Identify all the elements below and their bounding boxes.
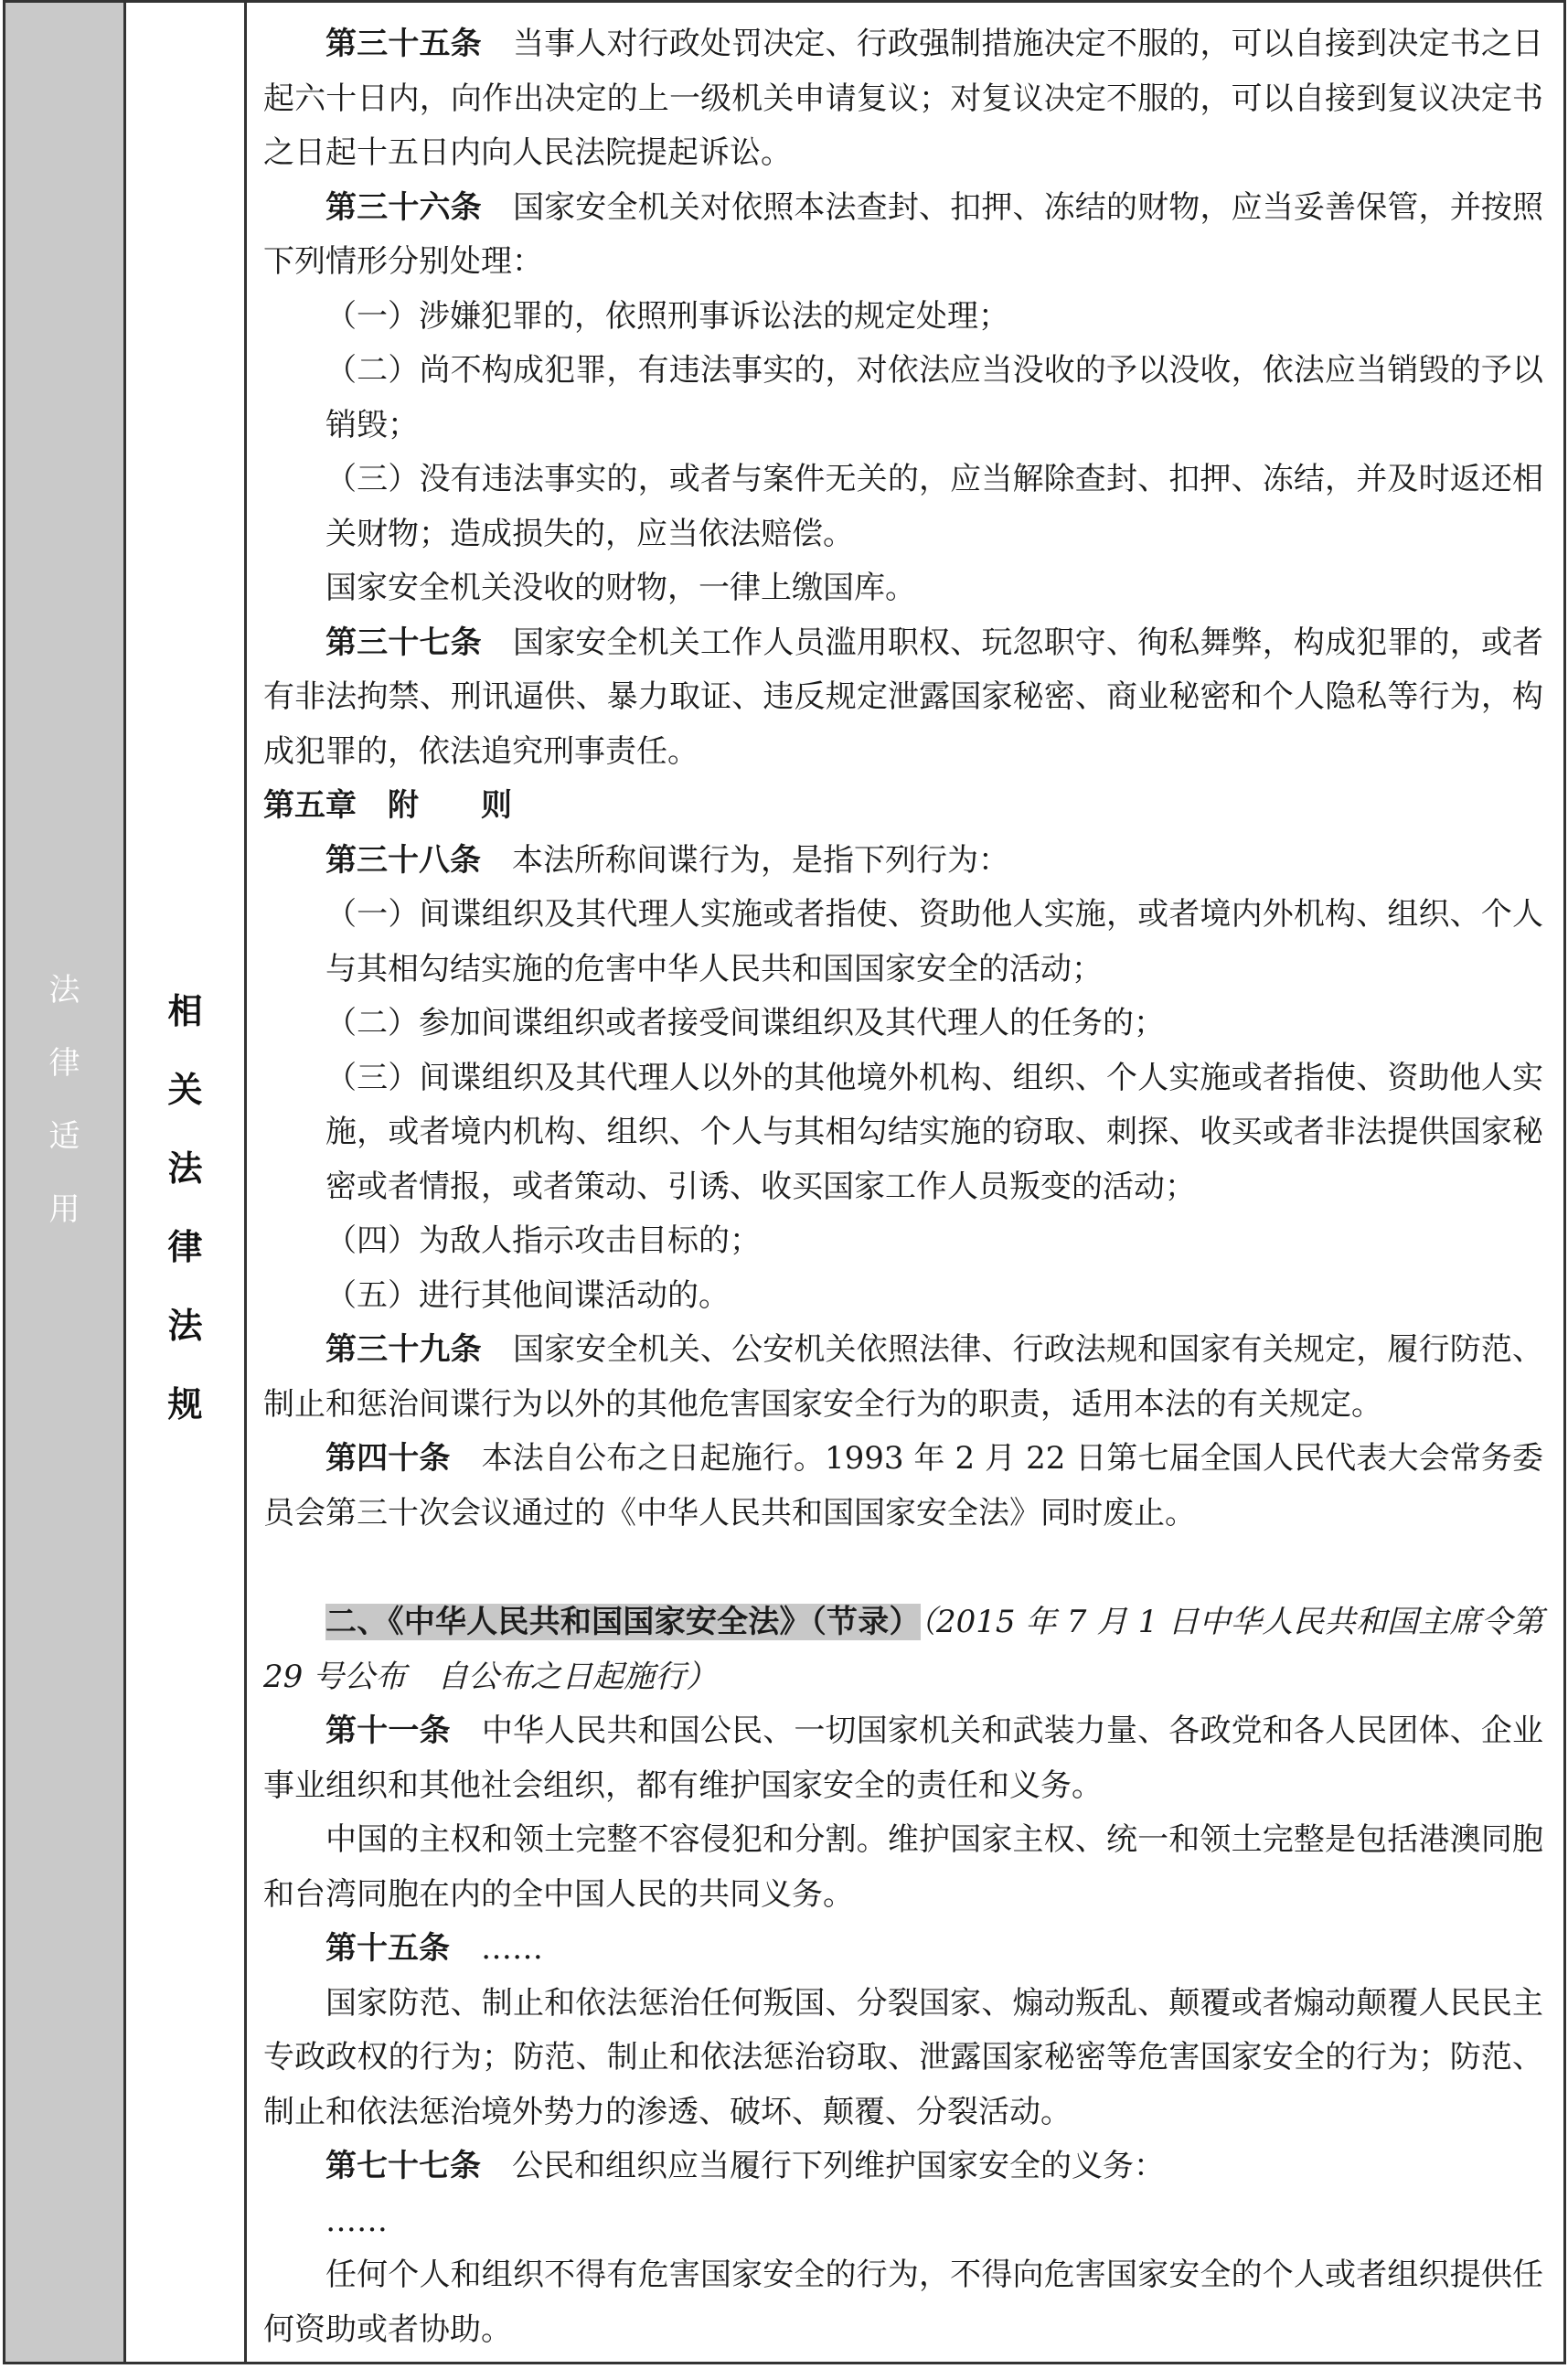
category-char: 适: [48, 1118, 80, 1155]
subcategory-char: 法: [167, 1148, 203, 1189]
article-text: 本法自公布之日起施行。1993 年 2 月 22 日第七届全国人民代表大会常务委员会第三十次会议通过的《中华人民共和国国家安全法》同时废止。: [263, 1440, 1544, 1531]
list-item: （二）尚不构成犯罪，有违法事实的，对依法应当没收的予以没收，依法应当销毁的予以销毁；: [325, 352, 1543, 443]
article-text: 公民和组织应当履行下列维护国家安全的义务：: [512, 2148, 1165, 2184]
article-text: 中华人民共和国公民、一切国家机关和武装力量、各政党和各人民团体、企业事业组织和其他社会组织，都有维护国家安全的责任和义务。: [263, 1713, 1544, 1804]
subcategory-char: 律: [167, 1227, 203, 1267]
section-heading: [263, 1595, 1543, 1704]
list-item: （三）间谍组织及其代理人以外的其他境外机构、组织、个人实施或者指使、资助他人实施，或者境内机构、组织、个人与其相勾结实施的窃取、刺探、收买或者非法提供国家秘密或者情报，或者策动、引诱、收买国家工作人员叛变的活动；: [325, 1059, 1543, 1205]
section-note: （2015 年 7 月 1 日中华人民共和国主席令第 29 号公布 自公布之日起施行）: [263, 1604, 1543, 1695]
article-paragraph: [263, 1323, 1543, 1432]
article-number: 第三十八条: [325, 841, 481, 879]
article-number: 第三十六条: [325, 188, 482, 226]
article-paragraph: [263, 181, 1543, 290]
subcategory-char: 相: [167, 991, 203, 1031]
article-text: 本法所称间谍行为，是指下列行为：: [512, 841, 1009, 879]
article-number: 第十一条: [325, 1713, 451, 1749]
category-label: [5, 954, 123, 1246]
law-text: [263, 17, 1543, 2357]
article-number: 第三十七条: [325, 624, 482, 661]
list-item: （二）参加间谍组织或者接受间谍组织及其代理人的任务的；: [325, 1005, 1165, 1041]
article-text: ……: [481, 1930, 543, 1967]
article-number: 第三十五条: [325, 26, 482, 62]
category-char: 法: [48, 972, 80, 1008]
content-column: [247, 0, 1566, 2364]
subcategory-char: 关: [167, 1070, 203, 1110]
article-paragraph: [263, 2140, 1543, 2194]
article-paragraph: [263, 834, 1543, 889]
article-paragraph: [263, 17, 1543, 181]
article-paragraph: [263, 616, 1543, 780]
article-text: 国家安全机关工作人员滥用职权、玩忽职守、徇私舞弊，构成犯罪的，或者有非法拘禁、刑讯逼供、暴力取证、违反规定泄露国家秘密、商业秘密和个人隐私等行为，构成犯罪的，依法追究刑事责任。: [263, 624, 1544, 770]
subcategory-char: 规: [167, 1384, 203, 1425]
article-paragraph: [263, 1922, 1543, 1977]
list-item: （四）为敌人指示攻击目标的；: [325, 1222, 761, 1259]
chapter-heading: 第五章 附 则: [263, 787, 512, 824]
article-number: 第十五条: [325, 1930, 450, 1967]
list-item: （五）进行其他间谍活动的。: [325, 1276, 730, 1314]
article-number: 第三十九条: [325, 1331, 482, 1368]
article-text: 当事人对行政处罚决定、行政强制措施决定不服的，可以自接到决定书之日起六十日内，向作出决定的上一级机关申请复议；对复议决定不服的，可以自接到复议决定书之日起十五日内向人民法院提起诉讼。: [263, 26, 1544, 171]
category-column: [3, 0, 126, 2364]
paragraph: 国家防范、制止和依法惩治任何叛国、分裂国家、煽动叛乱、颠覆或者煽动颠覆人民民主专政政权的行为；防范、制止和依法惩治窃取、泄露国家秘密等危害国家安全的行为；防范、制止和依法惩治境外势力的渗透、破坏、颠覆、分裂活动。: [263, 1984, 1543, 2130]
category-char: 用: [48, 1191, 80, 1228]
ellipsis-paragraph: ……: [325, 2202, 388, 2239]
section-spacer: [263, 1541, 1543, 1595]
list-item: （一）涉嫌犯罪的，依照刑事诉讼法的规定处理；: [325, 297, 1009, 335]
article-number: 第四十条: [325, 1440, 451, 1477]
list-item: （三）没有违法事实的，或者与案件无关的，应当解除查封、扣押、冻结，并及时返还相关财物；造成损失的，应当依法赔偿。: [325, 461, 1543, 552]
article-number: 第七十七条: [325, 2148, 481, 2184]
subcategory-label: [126, 972, 244, 1444]
subcategory-column: [126, 0, 247, 2364]
paragraph: 任何个人和组织不得有危害国家安全的行为，不得向危害国家安全的个人或者组织提供任何资助或者协助。: [263, 2257, 1543, 2348]
list-item: （一）间谍组织及其代理人实施或者指使、资助他人实施，或者境内外机构、组织、个人与其相勾结实施的危害中华人民共和国国家安全的活动；: [325, 896, 1543, 987]
article-text: 国家安全机关、公安机关依照法律、行政法规和国家有关规定，履行防范、制止和惩治间谍行为以外的其他危害国家安全行为的职责，适用本法的有关规定。: [263, 1331, 1544, 1423]
paragraph: 中国的主权和领土完整不容侵犯和分割。维护国家主权、统一和领土完整是包括港澳同胞和台湾同胞在内的全中国人民的共同义务。: [263, 1821, 1543, 1913]
paragraph: 国家安全机关没收的财物，一律上缴国库。: [325, 570, 916, 606]
article-text: 国家安全机关对依照本法查封、扣押、冻结的财物，应当妥善保管，并按照下列情形分别处理：: [263, 188, 1544, 280]
category-char: 律: [48, 1045, 80, 1082]
article-paragraph: [263, 1432, 1543, 1541]
section-title: 二、《中华人民共和国国家安全法》（节录）: [325, 1604, 921, 1640]
article-paragraph: [263, 1704, 1543, 1813]
subcategory-char: 法: [167, 1306, 203, 1346]
